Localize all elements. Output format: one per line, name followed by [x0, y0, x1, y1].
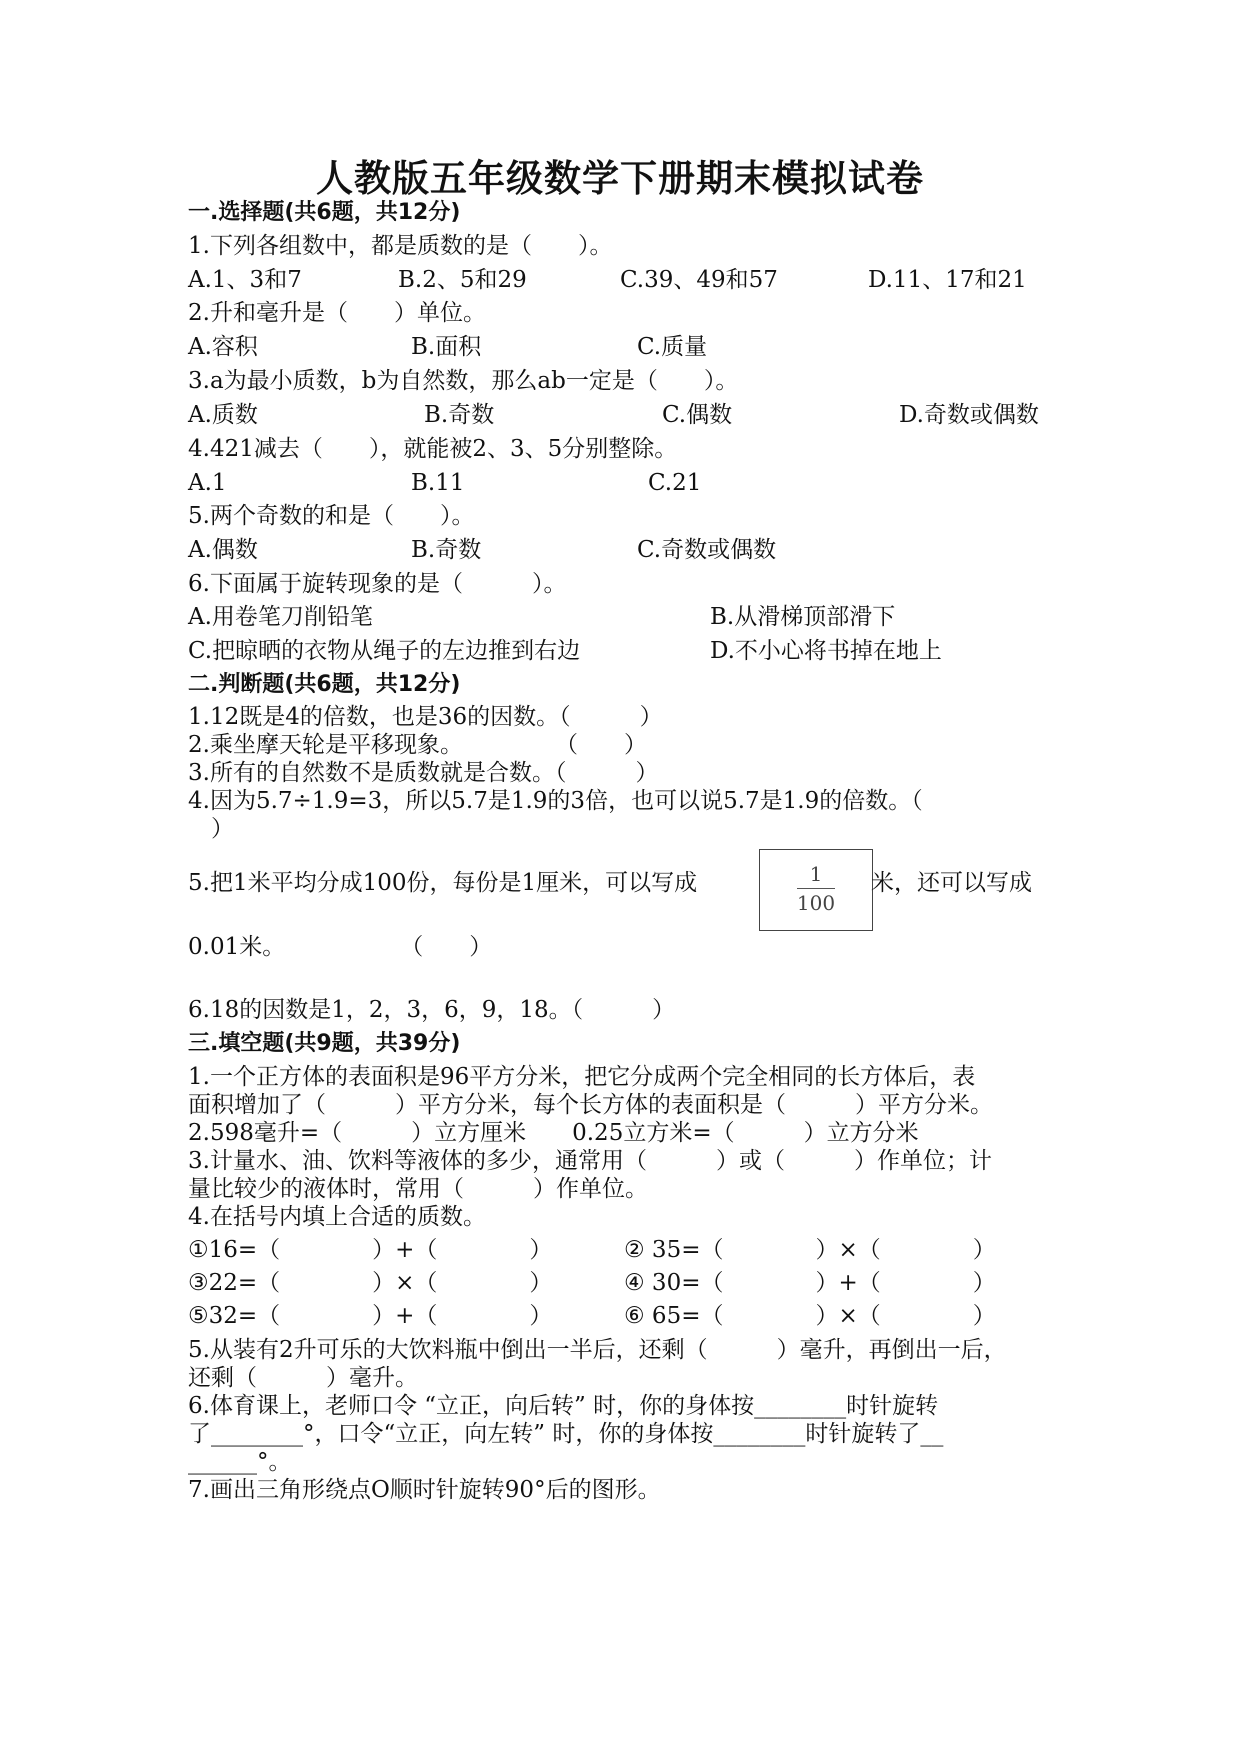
choice-3-option-d: D.奇数或偶数 — [899, 402, 1039, 428]
choice-3-option-c: C.偶数 — [662, 402, 733, 428]
choice-2-option-b: B.面积 — [411, 334, 482, 360]
page-title: 人教版五年级数学下册期末模拟试卷 — [316, 156, 924, 200]
choice-1-option-c: C.39、49和57 — [620, 267, 778, 293]
choice-4-option-b: B.11 — [411, 470, 465, 496]
choice-6-option-c: C.把晾晒的衣物从绳子的左边推到右边 — [188, 638, 581, 664]
choice-4-option-c: C.21 — [648, 470, 702, 496]
choice-question-4: 4.421减去（ ），就能被2、3、5分别整除。 — [188, 436, 678, 462]
section-heading-judge: 二.判断题(共6题，共12分) — [188, 672, 461, 697]
fill-question-1-line1: 1.一个正方体的表面积是96平方分米，把它分成两个完全相同的长方体后，表 — [188, 1064, 976, 1090]
choice-2-option-a: A.容积 — [188, 334, 258, 360]
fill-question-4: 4.在括号内填上合适的质数。 — [188, 1204, 486, 1230]
fill-question-6-line1: 6.体育课上，老师口令 “立正，向后转” 时，你的身体按________时针旋转 — [188, 1393, 939, 1419]
choice-5-option-c: C.奇数或偶数 — [637, 537, 777, 563]
choice-question-2: 2.升和毫升是（ ）单位。 — [188, 300, 486, 326]
judge-5-text-after: 米，还可以写成 — [871, 870, 1032, 896]
choice-3-option-b: B.奇数 — [424, 402, 495, 428]
fraction-numerator: 1 — [809, 862, 823, 886]
judge-question-5-line1 — [188, 869, 697, 897]
fill-question-2: 2.598毫升=（ ）立方厘米 0.25立方米=（ ）立方分米 — [188, 1120, 919, 1146]
judge-question-3: 3.所有的自然数不是质数就是合数。（ ） — [188, 760, 659, 786]
choice-3-option-a: A.质数 — [188, 402, 258, 428]
choice-question-3: 3.a为最小质数，b为自然数，那么ab一定是（ ）。 — [188, 368, 739, 394]
fill-question-7: 7.画出三角形绕点O顺时针旋转90°后的图形。 — [188, 1477, 661, 1503]
section-heading-fill: 三.填空题(共9题，共39分) — [188, 1031, 461, 1056]
fill-4-item-5: ⑤32=（ ）+（ ） — [188, 1303, 553, 1329]
choice-1-option-d: D.11、17和21 — [868, 267, 1027, 293]
choice-5-option-a: A.偶数 — [188, 537, 258, 563]
judge-question-4-line1: 4.因为5.7÷1.9=3，所以5.7是1.9的3倍，也可以说5.7是1.9的倍数。（ — [188, 788, 923, 814]
fraction-box — [759, 849, 873, 931]
choice-6-option-b: B.从滑梯顶部滑下 — [710, 604, 896, 630]
fraction-denominator: 100 — [796, 891, 836, 915]
choice-5-option-b: B.奇数 — [411, 537, 482, 563]
judge-question-1: 1.12既是4的倍数，也是36的因数。（ ） — [188, 704, 663, 730]
fill-question-1-line2: 面积增加了（ ）平方分米，每个长方体的表面积是（ ）平方分米。 — [188, 1092, 993, 1118]
fill-4-item-2: ② 35=（ ）×（ ） — [624, 1237, 996, 1263]
choice-6-option-a: A.用卷笔刀削铅笔 — [188, 604, 373, 630]
fill-question-6-line3: ______°。 — [188, 1449, 292, 1475]
section-heading-choice: 一.选择题(共6题，共12分) — [188, 200, 461, 225]
choice-4-option-a: A.1 — [188, 470, 227, 496]
fill-question-3-line2: 量比较少的液体时，常用（ ）作单位。 — [188, 1176, 648, 1202]
fill-4-item-3: ③22=（ ）×（ ） — [188, 1270, 553, 1296]
fraction-bar — [797, 888, 835, 889]
judge-5-text-before: 5.把1米平均分成100份，每份是1厘米，可以写成 — [188, 870, 698, 896]
choice-question-5: 5.两个奇数的和是（ ）。 — [188, 503, 475, 529]
choice-1-option-a: A.1、3和7 — [188, 267, 302, 293]
judge-question-4-line2: ） — [188, 816, 234, 842]
fill-question-5-line2: 还剩（ ）毫升。 — [188, 1365, 418, 1391]
fill-question-3-line1: 3.计量水、油、饮料等液体的多少，通常用（ ）或（ ）作单位；计 — [188, 1148, 992, 1174]
fill-4-item-6: ⑥ 65=（ ）×（ ） — [624, 1303, 996, 1329]
choice-1-option-b: B.2、5和29 — [398, 267, 527, 293]
fill-question-6-line2: 了________°，口令“立正，向左转” 时，你的身体按________时针旋转了__ — [188, 1421, 944, 1447]
fill-4-item-1: ①16=（ ）+（ ） — [188, 1237, 553, 1263]
fill-4-item-4: ④ 30=（ ）+（ ） — [624, 1270, 996, 1296]
judge-question-5-line2: 0.01米。 （ ） — [188, 934, 493, 960]
choice-2-option-c: C.质量 — [637, 334, 708, 360]
fill-question-5-line1: 5.从装有2升可乐的大饮料瓶中倒出一半后，还剩（ ）毫升，再倒出一后， — [188, 1337, 1007, 1363]
fraction-one-hundredth — [760, 864, 872, 913]
choice-6-option-d: D.不小心将书掉在地上 — [710, 638, 942, 664]
choice-question-6: 6.下面属于旋转现象的是（ ）。 — [188, 571, 567, 597]
choice-question-1: 1.下列各组数中，都是质数的是（ ）。 — [188, 233, 613, 259]
judge-question-6: 6.18的因数是1，2，3，6，9，18。（ ） — [188, 997, 676, 1023]
judge-question-2: 2.乘坐摩天轮是平移现象。 （ ） — [188, 732, 647, 758]
